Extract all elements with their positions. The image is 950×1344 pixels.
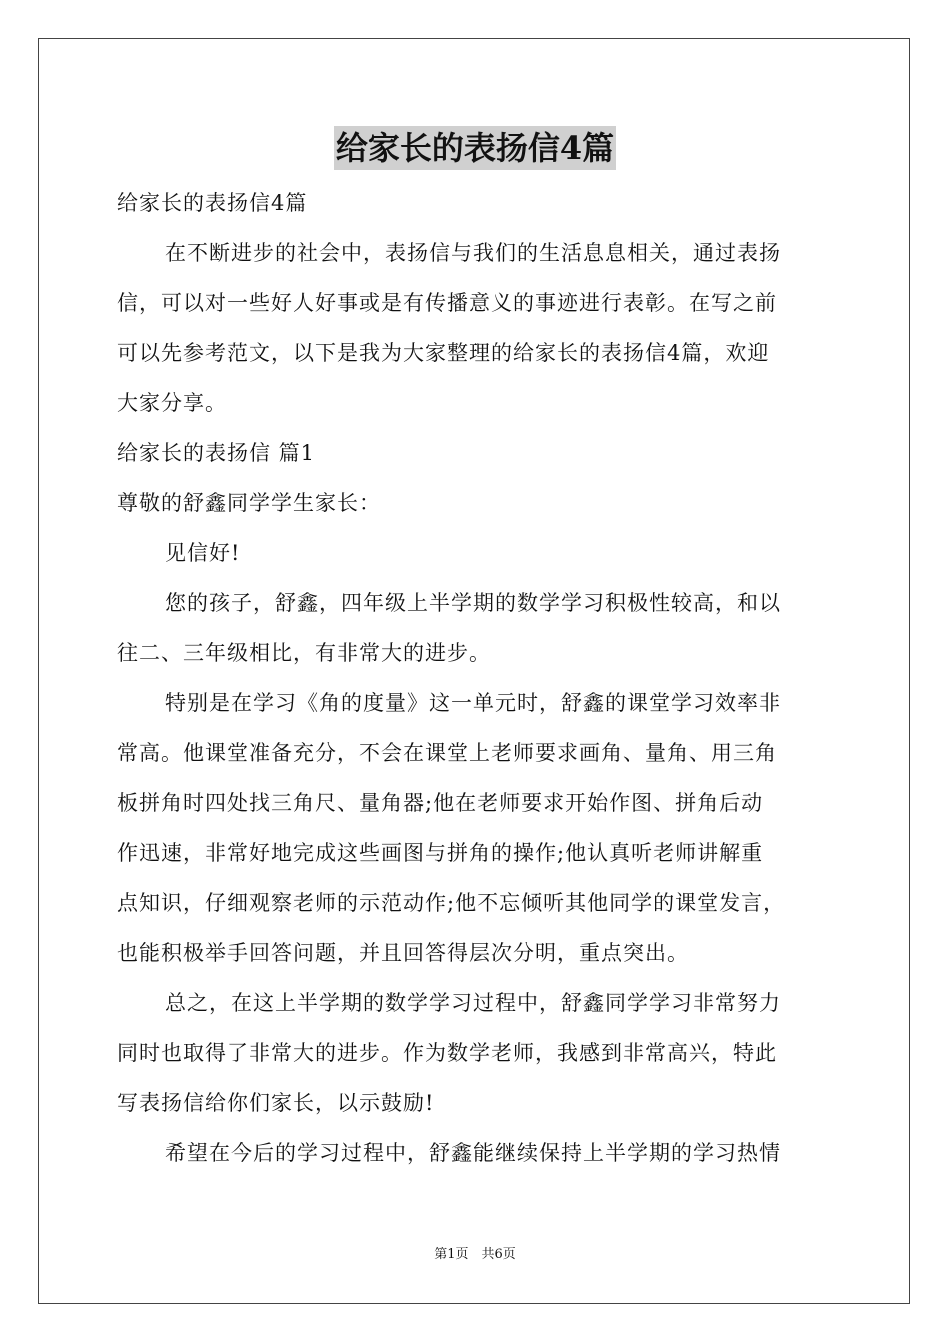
text-line: 希望在今后的学习过程中，舒鑫能继续保持上半学期的学习热情: [165, 1141, 781, 1165]
text-line: 也能积极举手回答问题，并且回答得层次分明，重点突出。: [117, 941, 689, 965]
text-line: 特别是在学习《角的度量》这一单元时，舒鑫的课堂学习效率非: [165, 691, 781, 715]
text-line: 写表扬信给你们家长，以示鼓励!: [117, 1091, 435, 1115]
text-line: 点知识，仔细观察老师的示范动作;他不忘倾听其他同学的课堂发言，: [117, 891, 786, 915]
text-line: 总之，在这上半学期的数学学习过程中，舒鑫同学学习非常努力: [165, 991, 781, 1015]
text-line: 信，可以对一些好人好事或是有传播意义的事迹进行表彰。在写之前: [117, 291, 777, 315]
text-line: 见信好!: [165, 541, 241, 565]
section-heading: 给家长的表扬信 篇1: [117, 441, 316, 465]
page-number: 第1页 共6页: [434, 1247, 516, 1262]
text-line: 板拼角时四处找三角尺、量角器;他在老师要求开始作图、拼角后动: [117, 791, 764, 815]
text-line: 您的孩子，舒鑫，四年级上半学期的数学学习积极性较高，和以: [165, 591, 781, 615]
text-line: 同时也取得了非常大的进步。作为数学老师，我感到非常高兴，特此: [117, 1041, 777, 1065]
text-line: 往二、三年级相比，有非常大的进步。: [117, 641, 491, 665]
text-line: 大家分享。: [117, 391, 227, 415]
salutation: 尊敬的舒鑫同学学生家长：: [117, 491, 381, 515]
title-container: [0, 126, 950, 170]
text-line: 给家长的表扬信4篇: [117, 191, 308, 215]
text-line: 作迅速，非常好地完成这些画图与拼角的操作;他认真听老师讲解重: [117, 841, 764, 865]
text-line: 在不断进步的社会中，表扬信与我们的生活息息相关，通过表扬: [165, 241, 781, 265]
document-title: 给家长的表扬信4篇: [334, 126, 616, 170]
text-line: 常高。他课堂准备充分，不会在课堂上老师要求画角、量角、用三角: [117, 741, 777, 765]
text-line: 可以先参考范文，以下是我为大家整理的给家长的表扬信4篇，欢迎: [117, 341, 770, 365]
document-body: [117, 178, 835, 1178]
